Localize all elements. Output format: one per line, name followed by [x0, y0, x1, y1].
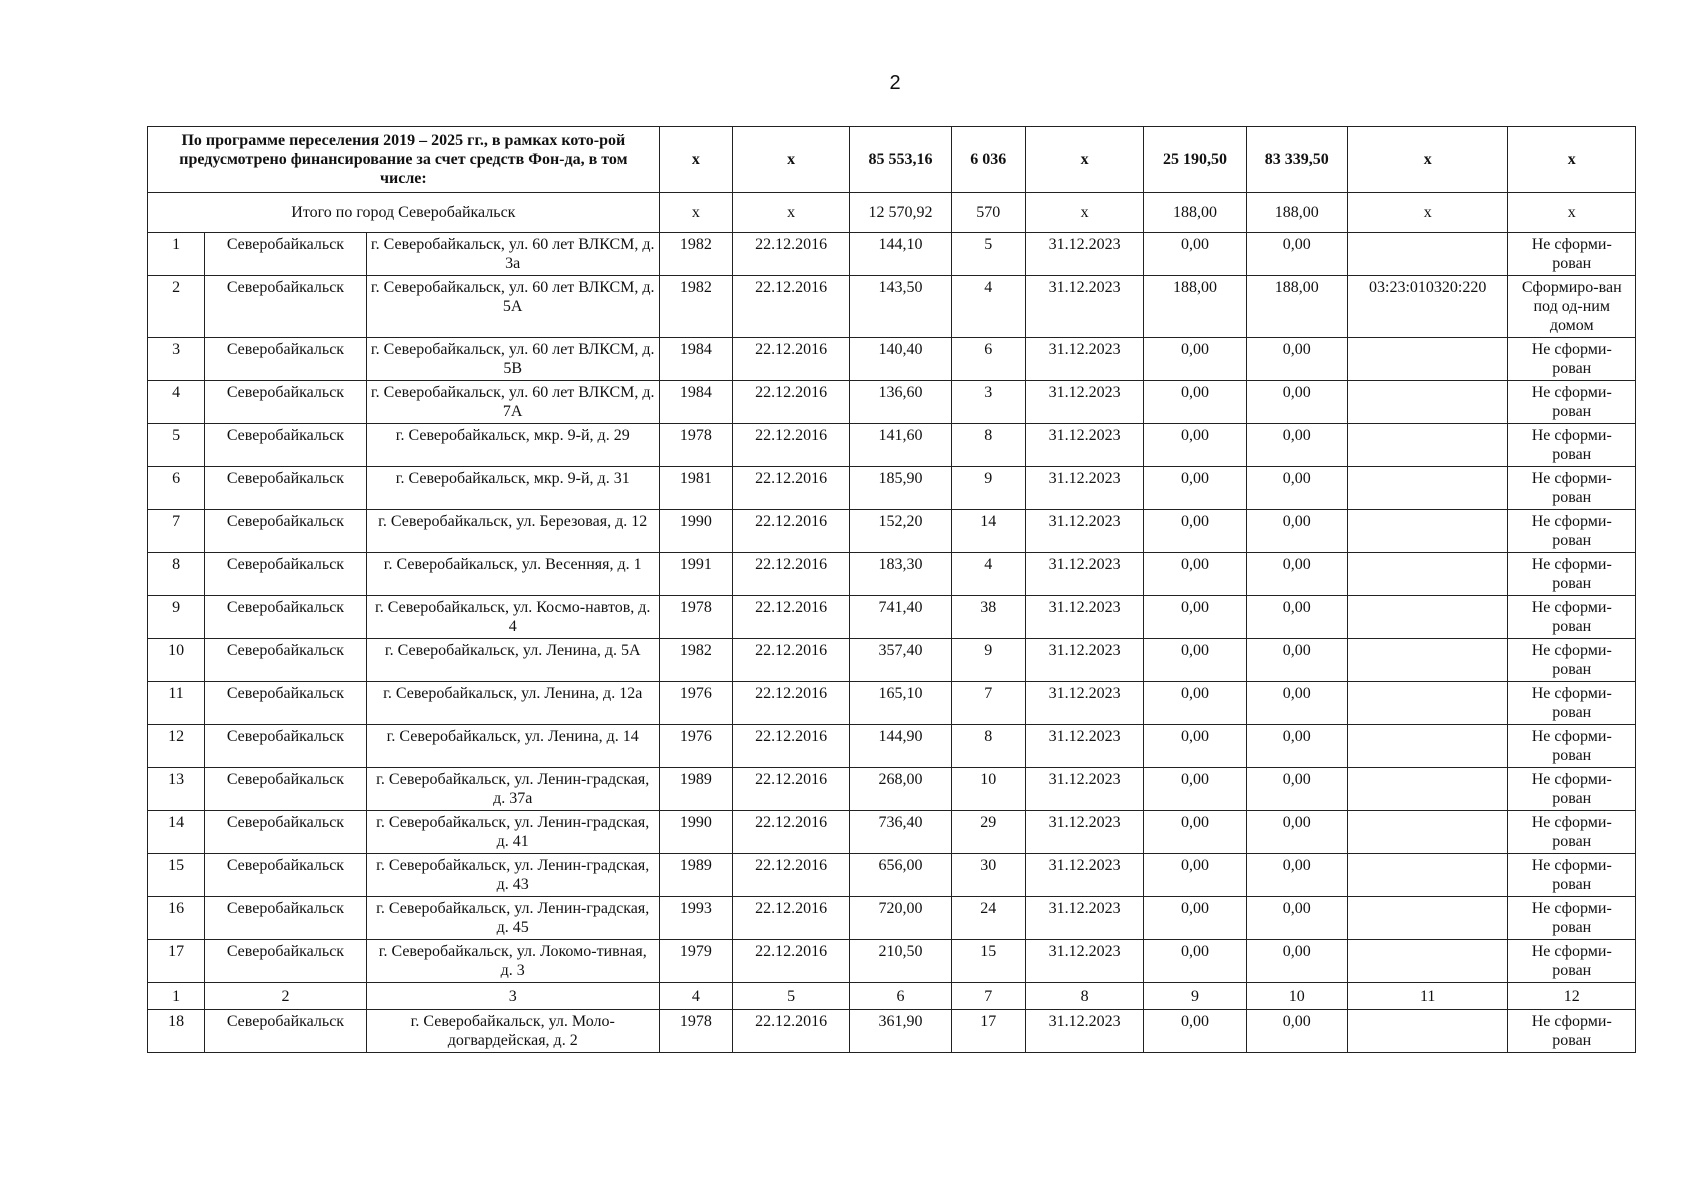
- row-number-cell: 4: [148, 381, 205, 424]
- row-number-cell: 13: [148, 768, 205, 811]
- address-cell: г. Северобайкальск, ул. Ленин-градская, д. 41: [366, 811, 659, 854]
- year-built-cell: 1982: [659, 233, 732, 276]
- cadastral-number-cell: [1347, 233, 1508, 276]
- area-cell: 165,10: [850, 682, 951, 725]
- cadastral-number-cell: [1347, 553, 1508, 596]
- planned-date-cell: 31.12.2023: [1025, 639, 1143, 682]
- cost-1-cell: 0,00: [1144, 338, 1246, 381]
- cadastral-number-cell: [1347, 424, 1508, 467]
- planned-date-cell: 31.12.2023: [1025, 338, 1143, 381]
- address-cell: г. Северобайкальск, ул. Ленин-градская, д. 37а: [366, 768, 659, 811]
- planned-date-cell: 31.12.2023: [1025, 725, 1143, 768]
- address-cell: г. Северобайкальск, ул. Ленина, д. 5А: [366, 639, 659, 682]
- year-built-cell: 1984: [659, 381, 732, 424]
- cost-2-cell: 0,00: [1246, 768, 1347, 811]
- table-row: [148, 1010, 1636, 1053]
- recognition-date-cell: 22.12.2016: [732, 897, 849, 940]
- cost-1-cell: 0,00: [1144, 233, 1246, 276]
- total-cell: 188,00: [1246, 193, 1347, 233]
- planned-date-cell: 31.12.2023: [1025, 510, 1143, 553]
- municipality-cell: Северобайкальск: [205, 768, 367, 811]
- land-status-cell: Не сформи-рован: [1508, 854, 1636, 897]
- row-number-cell: 1: [148, 233, 205, 276]
- planned-date-cell: 31.12.2023: [1025, 1010, 1143, 1053]
- year-built-cell: 1976: [659, 725, 732, 768]
- land-status-cell: Не сформи-рован: [1508, 682, 1636, 725]
- row-number-cell: 1: [148, 983, 205, 1010]
- row-number-cell: 11: [148, 682, 205, 725]
- cost-2-cell: 0,00: [1246, 233, 1347, 276]
- header-cell: 25 190,50: [1144, 127, 1246, 193]
- cost-2-cell: 0,00: [1246, 940, 1347, 983]
- recognition-date-cell: 22.12.2016: [732, 682, 849, 725]
- planned-date-cell: 31.12.2023: [1025, 596, 1143, 639]
- header-cell: х: [659, 127, 732, 193]
- address-cell: г. Северобайкальск, ул. Ленин-градская, д. 43: [366, 854, 659, 897]
- cost-1-cell: 0,00: [1144, 682, 1246, 725]
- municipality-cell: Северобайкальск: [205, 276, 367, 338]
- land-status-cell: Не сформи-рован: [1508, 424, 1636, 467]
- residents-cell: 9: [951, 467, 1025, 510]
- total-cell: 188,00: [1144, 193, 1246, 233]
- address-cell: г. Северобайкальск, ул. Моло-догвардейская, д. 2: [366, 1010, 659, 1053]
- total-cell: 12 570,92: [850, 193, 951, 233]
- table-row: [148, 768, 1636, 811]
- land-status-cell: Сформиро-ван под од-ним домом: [1508, 276, 1636, 338]
- row-number-cell: 2: [148, 276, 205, 338]
- cost-2-cell: 0,00: [1246, 467, 1347, 510]
- cadastral-number-cell: 11: [1347, 983, 1508, 1010]
- cost-2-cell: 0,00: [1246, 854, 1347, 897]
- area-cell: 6: [850, 983, 951, 1010]
- table-row: [148, 596, 1636, 639]
- table-row: [148, 381, 1636, 424]
- residents-cell: 10: [951, 768, 1025, 811]
- area-cell: 141,60: [850, 424, 951, 467]
- table-row: [148, 854, 1636, 897]
- address-cell: г. Северобайкальск, мкр. 9-й, д. 29: [366, 424, 659, 467]
- year-built-cell: 1982: [659, 639, 732, 682]
- recognition-date-cell: 22.12.2016: [732, 381, 849, 424]
- land-status-cell: Не сформи-рован: [1508, 639, 1636, 682]
- cost-1-cell: 0,00: [1144, 725, 1246, 768]
- residents-cell: 30: [951, 854, 1025, 897]
- recognition-date-cell: 5: [732, 983, 849, 1010]
- year-built-cell: 1993: [659, 897, 732, 940]
- municipality-cell: Северобайкальск: [205, 854, 367, 897]
- cadastral-number-cell: [1347, 854, 1508, 897]
- total-cell: х: [1347, 193, 1508, 233]
- area-cell: 183,30: [850, 553, 951, 596]
- area-cell: 210,50: [850, 940, 951, 983]
- city-total-row: [148, 193, 1636, 233]
- cost-1-cell: 0,00: [1144, 553, 1246, 596]
- recognition-date-cell: 22.12.2016: [732, 596, 849, 639]
- planned-date-cell: 31.12.2023: [1025, 381, 1143, 424]
- planned-date-cell: 8: [1025, 983, 1143, 1010]
- municipality-cell: 2: [205, 983, 367, 1010]
- table-row: [148, 682, 1636, 725]
- cost-2-cell: 188,00: [1246, 276, 1347, 338]
- land-status-cell: Не сформи-рован: [1508, 381, 1636, 424]
- recognition-date-cell: 22.12.2016: [732, 940, 849, 983]
- recognition-date-cell: 22.12.2016: [732, 553, 849, 596]
- planned-date-cell: 31.12.2023: [1025, 233, 1143, 276]
- header-cell: х: [1347, 127, 1508, 193]
- header-cell: х: [732, 127, 849, 193]
- municipality-cell: Северобайкальск: [205, 639, 367, 682]
- municipality-cell: Северобайкальск: [205, 233, 367, 276]
- area-cell: 357,40: [850, 639, 951, 682]
- cost-1-cell: 0,00: [1144, 639, 1246, 682]
- row-number-cell: 6: [148, 467, 205, 510]
- column-number-row: [148, 983, 1636, 1010]
- cadastral-number-cell: [1347, 940, 1508, 983]
- residents-cell: 29: [951, 811, 1025, 854]
- cost-1-cell: 188,00: [1144, 276, 1246, 338]
- year-built-cell: 1978: [659, 424, 732, 467]
- cost-1-cell: 0,00: [1144, 381, 1246, 424]
- total-cell: 570: [951, 193, 1025, 233]
- address-cell: г. Северобайкальск, ул. Ленин-градская, д. 45: [366, 897, 659, 940]
- total-cell: х: [732, 193, 849, 233]
- cost-2-cell: 0,00: [1246, 553, 1347, 596]
- cost-1-cell: 0,00: [1144, 424, 1246, 467]
- row-number-cell: 3: [148, 338, 205, 381]
- year-built-cell: 4: [659, 983, 732, 1010]
- residents-cell: 24: [951, 897, 1025, 940]
- recognition-date-cell: 22.12.2016: [732, 854, 849, 897]
- cadastral-number-cell: [1347, 768, 1508, 811]
- address-cell: г. Северобайкальск, ул. 60 лет ВЛКСМ, д. 5В: [366, 338, 659, 381]
- area-cell: 144,10: [850, 233, 951, 276]
- cost-2-cell: 0,00: [1246, 510, 1347, 553]
- land-status-cell: Не сформи-рован: [1508, 553, 1636, 596]
- land-status-cell: Не сформи-рован: [1508, 233, 1636, 276]
- planned-date-cell: 31.12.2023: [1025, 768, 1143, 811]
- total-cell: х: [1025, 193, 1143, 233]
- cadastral-number-cell: [1347, 596, 1508, 639]
- header-cell: х: [1508, 127, 1636, 193]
- header-cell: х: [1025, 127, 1143, 193]
- area-cell: 268,00: [850, 768, 951, 811]
- cadastral-number-cell: [1347, 811, 1508, 854]
- cost-2-cell: 0,00: [1246, 682, 1347, 725]
- total-cell: х: [659, 193, 732, 233]
- table-row: [148, 811, 1636, 854]
- table-row: [148, 725, 1636, 768]
- municipality-cell: Северобайкальск: [205, 940, 367, 983]
- row-number-cell: 8: [148, 553, 205, 596]
- cadastral-number-cell: [1347, 338, 1508, 381]
- cadastral-number-cell: [1347, 897, 1508, 940]
- residents-cell: 38: [951, 596, 1025, 639]
- cost-2-cell: 0,00: [1246, 811, 1347, 854]
- cost-2-cell: 0,00: [1246, 725, 1347, 768]
- municipality-cell: Северобайкальск: [205, 1010, 367, 1053]
- residents-cell: 4: [951, 276, 1025, 338]
- address-cell: г. Северобайкальск, ул. Космо-навтов, д. 4: [366, 596, 659, 639]
- recognition-date-cell: 22.12.2016: [732, 276, 849, 338]
- recognition-date-cell: 22.12.2016: [732, 510, 849, 553]
- area-cell: 143,50: [850, 276, 951, 338]
- table-row: [148, 553, 1636, 596]
- municipality-cell: Северобайкальск: [205, 725, 367, 768]
- area-cell: 361,90: [850, 1010, 951, 1053]
- municipality-cell: Северобайкальск: [205, 467, 367, 510]
- cost-1-cell: 0,00: [1144, 768, 1246, 811]
- residents-cell: 14: [951, 510, 1025, 553]
- year-built-cell: 1978: [659, 1010, 732, 1053]
- header-cell: 83 339,50: [1246, 127, 1347, 193]
- recognition-date-cell: 22.12.2016: [732, 233, 849, 276]
- municipality-cell: Северобайкальск: [205, 510, 367, 553]
- cost-1-cell: 0,00: [1144, 596, 1246, 639]
- address-cell: г. Северобайкальск, ул. Ленина, д. 12а: [366, 682, 659, 725]
- address-cell: г. Северобайкальск, ул. 60 лет ВЛКСМ, д. 5А: [366, 276, 659, 338]
- table-row: [148, 940, 1636, 983]
- address-cell: г. Северобайкальск, ул. Березовая, д. 12: [366, 510, 659, 553]
- area-cell: 736,40: [850, 811, 951, 854]
- land-status-cell: Не сформи-рован: [1508, 1010, 1636, 1053]
- year-built-cell: 1984: [659, 338, 732, 381]
- planned-date-cell: 31.12.2023: [1025, 897, 1143, 940]
- planned-date-cell: 31.12.2023: [1025, 940, 1143, 983]
- area-cell: 140,40: [850, 338, 951, 381]
- row-number-cell: 18: [148, 1010, 205, 1053]
- year-built-cell: 1982: [659, 276, 732, 338]
- residents-cell: 4: [951, 553, 1025, 596]
- area-cell: 656,00: [850, 854, 951, 897]
- cost-2-cell: 0,00: [1246, 897, 1347, 940]
- cost-2-cell: 0,00: [1246, 381, 1347, 424]
- cadastral-number-cell: [1347, 682, 1508, 725]
- planned-date-cell: 31.12.2023: [1025, 682, 1143, 725]
- year-built-cell: 1976: [659, 682, 732, 725]
- recognition-date-cell: 22.12.2016: [732, 725, 849, 768]
- address-cell: г. Северобайкальск, ул. 60 лет ВЛКСМ, д. 7А: [366, 381, 659, 424]
- page-number: 2: [889, 72, 901, 94]
- planned-date-cell: 31.12.2023: [1025, 467, 1143, 510]
- cadastral-number-cell: [1347, 725, 1508, 768]
- year-built-cell: 1990: [659, 811, 732, 854]
- row-number-cell: 14: [148, 811, 205, 854]
- planned-date-cell: 31.12.2023: [1025, 854, 1143, 897]
- year-built-cell: 1991: [659, 553, 732, 596]
- planned-date-cell: 31.12.2023: [1025, 276, 1143, 338]
- cadastral-number-cell: [1347, 467, 1508, 510]
- residents-cell: 7: [951, 983, 1025, 1010]
- area-cell: 144,90: [850, 725, 951, 768]
- land-status-cell: Не сформи-рован: [1508, 940, 1636, 983]
- land-status-cell: Не сформи-рован: [1508, 467, 1636, 510]
- table-row: [148, 233, 1636, 276]
- cadastral-number-cell: [1347, 639, 1508, 682]
- municipality-cell: Северобайкальск: [205, 553, 367, 596]
- address-cell: г. Северобайкальск, ул. 60 лет ВЛКСМ, д. 3а: [366, 233, 659, 276]
- cost-1-cell: 0,00: [1144, 940, 1246, 983]
- residents-cell: 8: [951, 424, 1025, 467]
- total-cell: х: [1508, 193, 1636, 233]
- area-cell: 136,60: [850, 381, 951, 424]
- recognition-date-cell: 22.12.2016: [732, 811, 849, 854]
- recognition-date-cell: 22.12.2016: [732, 338, 849, 381]
- year-built-cell: 1979: [659, 940, 732, 983]
- row-number-cell: 7: [148, 510, 205, 553]
- row-number-cell: 16: [148, 897, 205, 940]
- header-cell: 6 036: [951, 127, 1025, 193]
- row-number-cell: 15: [148, 854, 205, 897]
- table-row: [148, 467, 1636, 510]
- address-cell: г. Северобайкальск, мкр. 9-й, д. 31: [366, 467, 659, 510]
- municipality-cell: Северобайкальск: [205, 811, 367, 854]
- row-number-cell: 10: [148, 639, 205, 682]
- row-number-cell: 17: [148, 940, 205, 983]
- municipality-cell: Северобайкальск: [205, 596, 367, 639]
- city-total-label: Итого по город Северобайкальск: [148, 193, 660, 233]
- cost-1-cell: 0,00: [1144, 510, 1246, 553]
- cadastral-number-cell: [1347, 1010, 1508, 1053]
- area-cell: 152,20: [850, 510, 951, 553]
- area-cell: 185,90: [850, 467, 951, 510]
- land-status-cell: Не сформи-рован: [1508, 596, 1636, 639]
- land-status-cell: Не сформи-рован: [1508, 897, 1636, 940]
- land-status-cell: Не сформи-рован: [1508, 768, 1636, 811]
- table-row: [148, 338, 1636, 381]
- address-cell: г. Северобайкальск, ул. Весенняя, д. 1: [366, 553, 659, 596]
- header-cell: 85 553,16: [850, 127, 951, 193]
- municipality-cell: Северобайкальск: [205, 897, 367, 940]
- municipality-cell: Северобайкальск: [205, 338, 367, 381]
- year-built-cell: 1990: [659, 510, 732, 553]
- cost-2-cell: 0,00: [1246, 1010, 1347, 1053]
- cost-1-cell: 0,00: [1144, 1010, 1246, 1053]
- cadastral-number-cell: [1347, 381, 1508, 424]
- year-built-cell: 1989: [659, 768, 732, 811]
- row-number-cell: 5: [148, 424, 205, 467]
- residents-cell: 3: [951, 381, 1025, 424]
- cost-2-cell: 10: [1246, 983, 1347, 1010]
- year-built-cell: 1978: [659, 596, 732, 639]
- cost-2-cell: 0,00: [1246, 338, 1347, 381]
- area-cell: 720,00: [850, 897, 951, 940]
- residents-cell: 9: [951, 639, 1025, 682]
- residents-cell: 8: [951, 725, 1025, 768]
- land-status-cell: Не сформи-рован: [1508, 725, 1636, 768]
- residents-cell: 15: [951, 940, 1025, 983]
- cost-1-cell: 0,00: [1144, 467, 1246, 510]
- planned-date-cell: 31.12.2023: [1025, 553, 1143, 596]
- cost-2-cell: 0,00: [1246, 424, 1347, 467]
- row-number-cell: 9: [148, 596, 205, 639]
- land-status-cell: Не сформи-рован: [1508, 338, 1636, 381]
- municipality-cell: Северобайкальск: [205, 381, 367, 424]
- cost-1-cell: 9: [1144, 983, 1246, 1010]
- municipality-cell: Северобайкальск: [205, 424, 367, 467]
- land-status-cell: Не сформи-рован: [1508, 811, 1636, 854]
- cost-1-cell: 0,00: [1144, 811, 1246, 854]
- program-header-row: [148, 127, 1636, 193]
- program-title: По программе переселения 2019 – 2025 гг., в рамках кото-рой предусмотрено финансирование за счет средств Фон-да, в том числе:: [148, 127, 660, 193]
- recognition-date-cell: 22.12.2016: [732, 467, 849, 510]
- recognition-date-cell: 22.12.2016: [732, 639, 849, 682]
- planned-date-cell: 31.12.2023: [1025, 811, 1143, 854]
- residents-cell: 17: [951, 1010, 1025, 1053]
- cost-2-cell: 0,00: [1246, 596, 1347, 639]
- cost-1-cell: 0,00: [1144, 854, 1246, 897]
- residents-cell: 7: [951, 682, 1025, 725]
- table-row: [148, 510, 1636, 553]
- table-row: [148, 276, 1636, 338]
- area-cell: 741,40: [850, 596, 951, 639]
- cost-2-cell: 0,00: [1246, 639, 1347, 682]
- table-row: [148, 639, 1636, 682]
- cadastral-number-cell: [1347, 510, 1508, 553]
- address-cell: г. Северобайкальск, ул. Локомо-тивная, д. 3: [366, 940, 659, 983]
- residents-cell: 6: [951, 338, 1025, 381]
- recognition-date-cell: 22.12.2016: [732, 424, 849, 467]
- recognition-date-cell: 22.12.2016: [732, 1010, 849, 1053]
- land-status-cell: Не сформи-рован: [1508, 510, 1636, 553]
- table-row: [148, 897, 1636, 940]
- table-row: [148, 424, 1636, 467]
- municipality-cell: Северобайкальск: [205, 682, 367, 725]
- planned-date-cell: 31.12.2023: [1025, 424, 1143, 467]
- land-status-cell: 12: [1508, 983, 1636, 1010]
- residents-cell: 5: [951, 233, 1025, 276]
- year-built-cell: 1989: [659, 854, 732, 897]
- resettlement-table: [147, 126, 1636, 1053]
- address-cell: г. Северобайкальск, ул. Ленина, д. 14: [366, 725, 659, 768]
- cadastral-number-cell: 03:23:010320:220: [1347, 276, 1508, 338]
- cost-1-cell: 0,00: [1144, 897, 1246, 940]
- row-number-cell: 12: [148, 725, 205, 768]
- recognition-date-cell: 22.12.2016: [732, 768, 849, 811]
- year-built-cell: 1981: [659, 467, 732, 510]
- address-cell: 3: [366, 983, 659, 1010]
